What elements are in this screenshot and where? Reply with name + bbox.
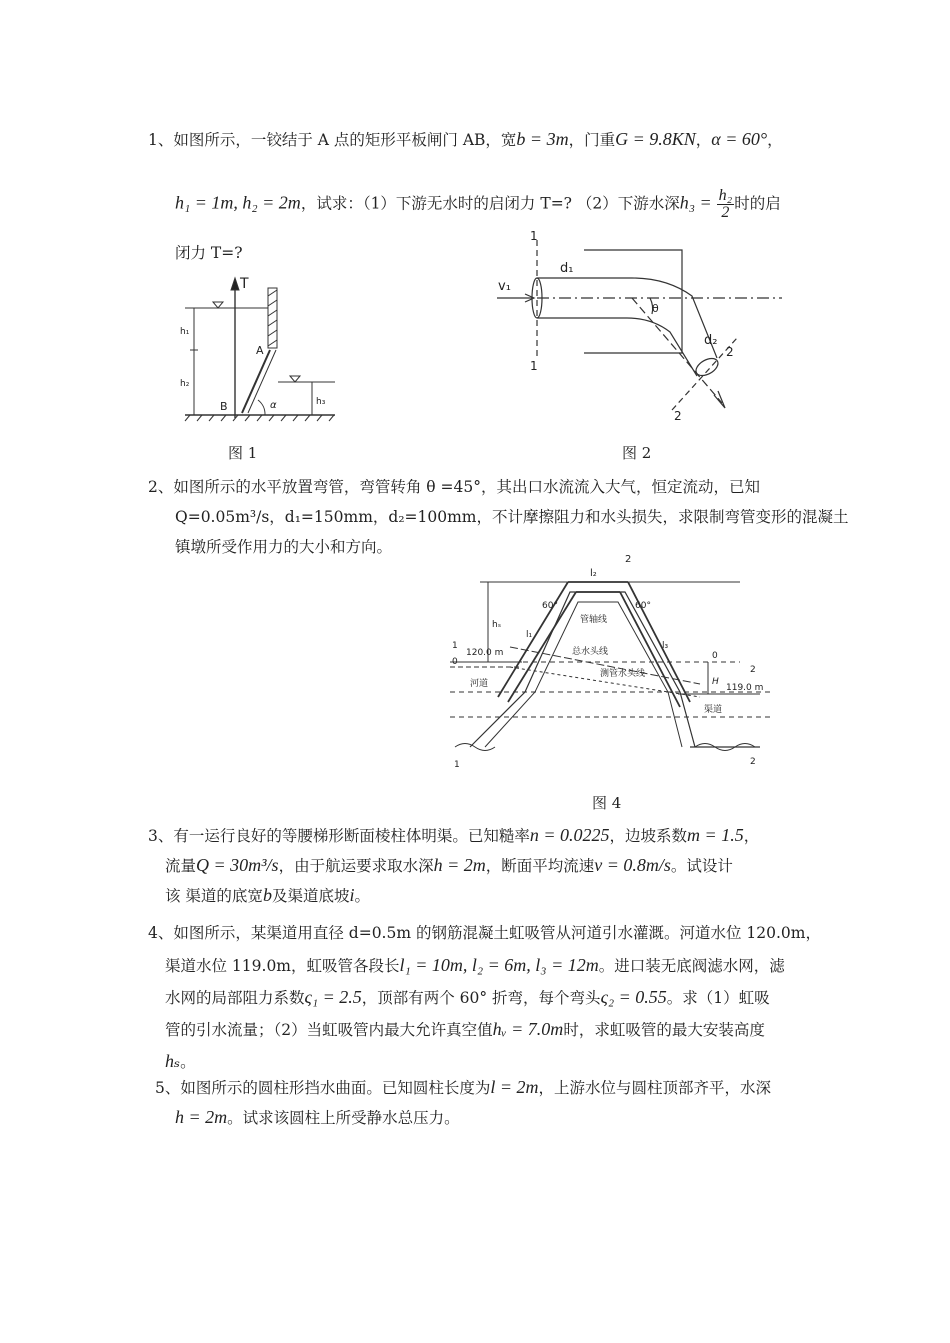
fig4-label-total-head-line: 总水头线 <box>572 647 609 657</box>
fig4-label-0-left: 0 <box>452 657 458 667</box>
fig1-label-h1: h₁ <box>180 327 190 337</box>
fig4-label-1-left: 1 <box>452 641 458 651</box>
q3-line2: 流量Q = 30m³/s，由于航运要求取水深h = 2m，断面平均流速v = 0.8m/s。试设计 <box>165 855 733 875</box>
figure-2-bend-pipe-diagram <box>492 228 792 423</box>
fig1-label-h2: h₂ <box>180 379 190 389</box>
fig2-label-section2-b: 2 <box>674 409 682 423</box>
figure-4-siphon-diagram <box>450 552 780 777</box>
fig2-label-section1-top: 1 <box>530 229 538 243</box>
figure-1-caption: 图 1 <box>228 444 258 462</box>
figure-1-gate-diagram <box>180 268 350 428</box>
fig2-label-section1-bottom: 1 <box>530 359 538 373</box>
fig4-label-angle-left: 60° <box>542 601 558 611</box>
fig4-label-hs: hₛ <box>492 620 502 630</box>
fig1-label-A: A <box>256 344 264 357</box>
q4-line5: hₛ。 <box>165 1051 196 1071</box>
fig4-label-1-bottom: 1 <box>454 760 460 770</box>
q2-line2: Q=0.05m³/s，d₁=150mm，d₂=100mm，不计摩擦阻力和水头损失，求限制弯管变形的混凝土 <box>175 508 849 526</box>
fig4-label-angle-right: 60° <box>635 601 651 611</box>
fig2-label-d1: d₁ <box>560 261 574 276</box>
q3-line3: 该 渠道的底宽b及渠道底坡i。 <box>165 885 370 905</box>
fig4-label-river: 河道 <box>470 679 489 689</box>
fig1-label-alpha: α <box>270 400 277 411</box>
q5-line1: 5、如图所示的圆柱形挡水曲面。已知圆柱长度为l = 2m，上游水位与圆柱顶部齐平，水深 <box>155 1077 772 1097</box>
fig2-label-theta: θ <box>652 302 659 315</box>
fig4-label-H: H <box>712 677 719 687</box>
fig2-label-d2: d₂ <box>704 333 718 348</box>
q4-line2: 渠道水位 119.0m，虹吸管各段长l₁ = 10m, l₂ = 6m, l₃ = 12m。进口装无底阀滤水网，滤 <box>165 955 785 975</box>
q1-line1: 1、如图所示，一铰结于 A 点的矩形平板闸门 AB，宽b = 3m，门重G = 9.8KN，α = 60°， <box>148 129 783 149</box>
fig1-label-T: T <box>240 276 249 292</box>
fig2-label-section2-a: 2 <box>726 345 734 359</box>
q4-line1: 4、如图所示，某渠道用直径 d=0.5m 的钢筋混凝土虹吸管从河道引水灌溉。河道水位 120.0m， <box>148 924 821 942</box>
fig4-label-l2: l₂ <box>590 568 597 579</box>
q2-line1: 2、如图所示的水平放置弯管，弯管转角 θ =45°，其出口水流流入大气，恒定流动，已知 <box>148 478 761 496</box>
fig4-label-0-right: 0 <box>712 651 718 661</box>
fig1-label-B: B <box>220 400 228 413</box>
q3-line1: 3、有一运行良好的等腰梯形断面棱柱体明渠。已知糙率n = 0.0225，边坡系数m = 1.5， <box>148 825 760 845</box>
fig4-label-2-bottom: 2 <box>750 757 756 767</box>
figure-2-caption: 图 2 <box>622 444 652 462</box>
fig4-label-l1: l₁ <box>526 630 533 640</box>
fig4-label-level-120: 120.0 m <box>466 648 504 658</box>
h2-over-2-fraction: $\frac{\text{h₂}}{2}$ <box>718 187 733 221</box>
fig4-label-level-119: 119.0 m <box>726 683 764 693</box>
fig4-label-piezometric-head-line: 测管水头线 <box>600 669 646 679</box>
fig4-label-canal: 渠道 <box>704 705 723 715</box>
q5-line2: h = 2m。试求该圆柱上所受静水总压力。 <box>175 1107 460 1127</box>
fig4-label-2-right: 2 <box>750 665 756 675</box>
fig1-label-h3: h₃ <box>316 397 326 407</box>
q4-line4: 管的引水流量；（2）当虹吸管内最大允许真空值hᵥ = 7.0m时，求虹吸管的最大安装高度 <box>165 1019 765 1039</box>
figure-4-caption: 图 4 <box>592 794 622 812</box>
fig4-label-l3: l₃ <box>662 641 669 651</box>
q4-line3: 水网的局部阻力系数ς₁ = 2.5，顶部有两个 60° 折弯，每个弯头ς₂ = 0.55。求（1）虹吸 <box>165 987 770 1007</box>
fig4-label-top-2: 2 <box>625 554 632 565</box>
fig2-label-v1: v₁ <box>498 279 511 294</box>
fig4-label-pipe-axis: 管轴线 <box>580 615 608 625</box>
q1-line2: h₁ = 1m, h₂ = 2m，试求：（1）下游无水时的启闭力 T=? （2）下游水深h₃ = $\frac{\text{h₂}}{2}$ 时的启 <box>175 187 781 221</box>
q2-line3: 镇墩所受作用力的大小和方向。 <box>175 538 393 556</box>
q1-line3: 闭力 T=? <box>175 244 243 262</box>
